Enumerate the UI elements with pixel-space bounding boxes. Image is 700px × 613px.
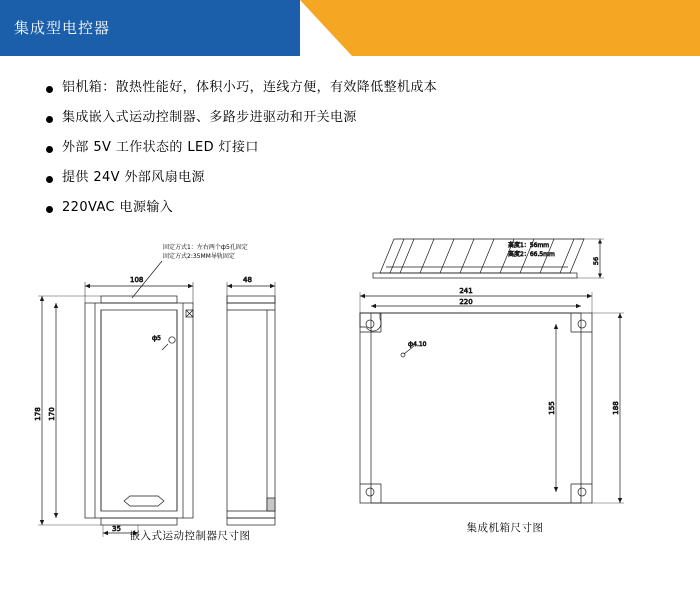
page-title: 集成型电控器	[14, 19, 111, 37]
bullet-icon	[46, 146, 53, 153]
feature-text: 提供 24V 外部风扇电源	[62, 170, 205, 185]
dim-height-inner: 170	[48, 407, 56, 421]
bullet-icon	[46, 116, 53, 123]
fix-note-line2: 固定方式2:35MM导轨固定	[163, 253, 235, 260]
header-orange-band	[300, 0, 700, 56]
feature-text: 外部 5V 工作状态的 LED 灯接口	[62, 140, 259, 155]
bullet-icon	[46, 176, 53, 183]
dim-hole-label: ф4.10	[408, 341, 427, 348]
dim-side-width: 48	[243, 276, 252, 284]
feature-list	[46, 80, 646, 230]
feature-text: 220VAC 电源输入	[62, 200, 174, 215]
drawings-svg	[0, 228, 700, 558]
dim-top-width: 108	[130, 276, 144, 284]
technical-drawings	[0, 228, 700, 558]
page-header	[0, 0, 700, 56]
dim-right-inner: 155	[548, 401, 556, 415]
bullet-icon	[46, 206, 53, 213]
height-note-1: 高度1：56mm	[508, 242, 550, 249]
svg-text:ф5: ф5	[152, 335, 161, 342]
list-item	[46, 140, 646, 156]
feature-text: 集成嵌入式运动控制器、多路步进驱动和开关电源	[62, 110, 357, 125]
dim-side-height: 56	[592, 256, 600, 266]
dim-bottom-width: 35	[112, 525, 121, 533]
height-note-2: 高度2：66.5mm	[508, 251, 555, 258]
feature-text: 铝机箱：散热性能好，体积小巧，连线方便，有效降低整机成本	[62, 80, 438, 95]
list-item	[46, 110, 646, 126]
dim-top-outer: 241	[459, 287, 473, 295]
right-drawing-caption: 集成机箱尺寸图	[466, 522, 544, 534]
left-drawing-caption: 嵌入式运动控制器尺寸图	[129, 530, 251, 542]
list-item	[46, 200, 646, 216]
bullet-icon	[46, 86, 53, 93]
list-item	[46, 170, 646, 186]
dim-height-outer: 178	[34, 407, 42, 421]
list-item	[46, 80, 646, 96]
fix-note-line1: 固定方式1：左右两个ф5孔固定	[163, 244, 248, 251]
dim-right-outer: 188	[612, 401, 620, 415]
dim-top-inner: 220	[459, 298, 473, 306]
